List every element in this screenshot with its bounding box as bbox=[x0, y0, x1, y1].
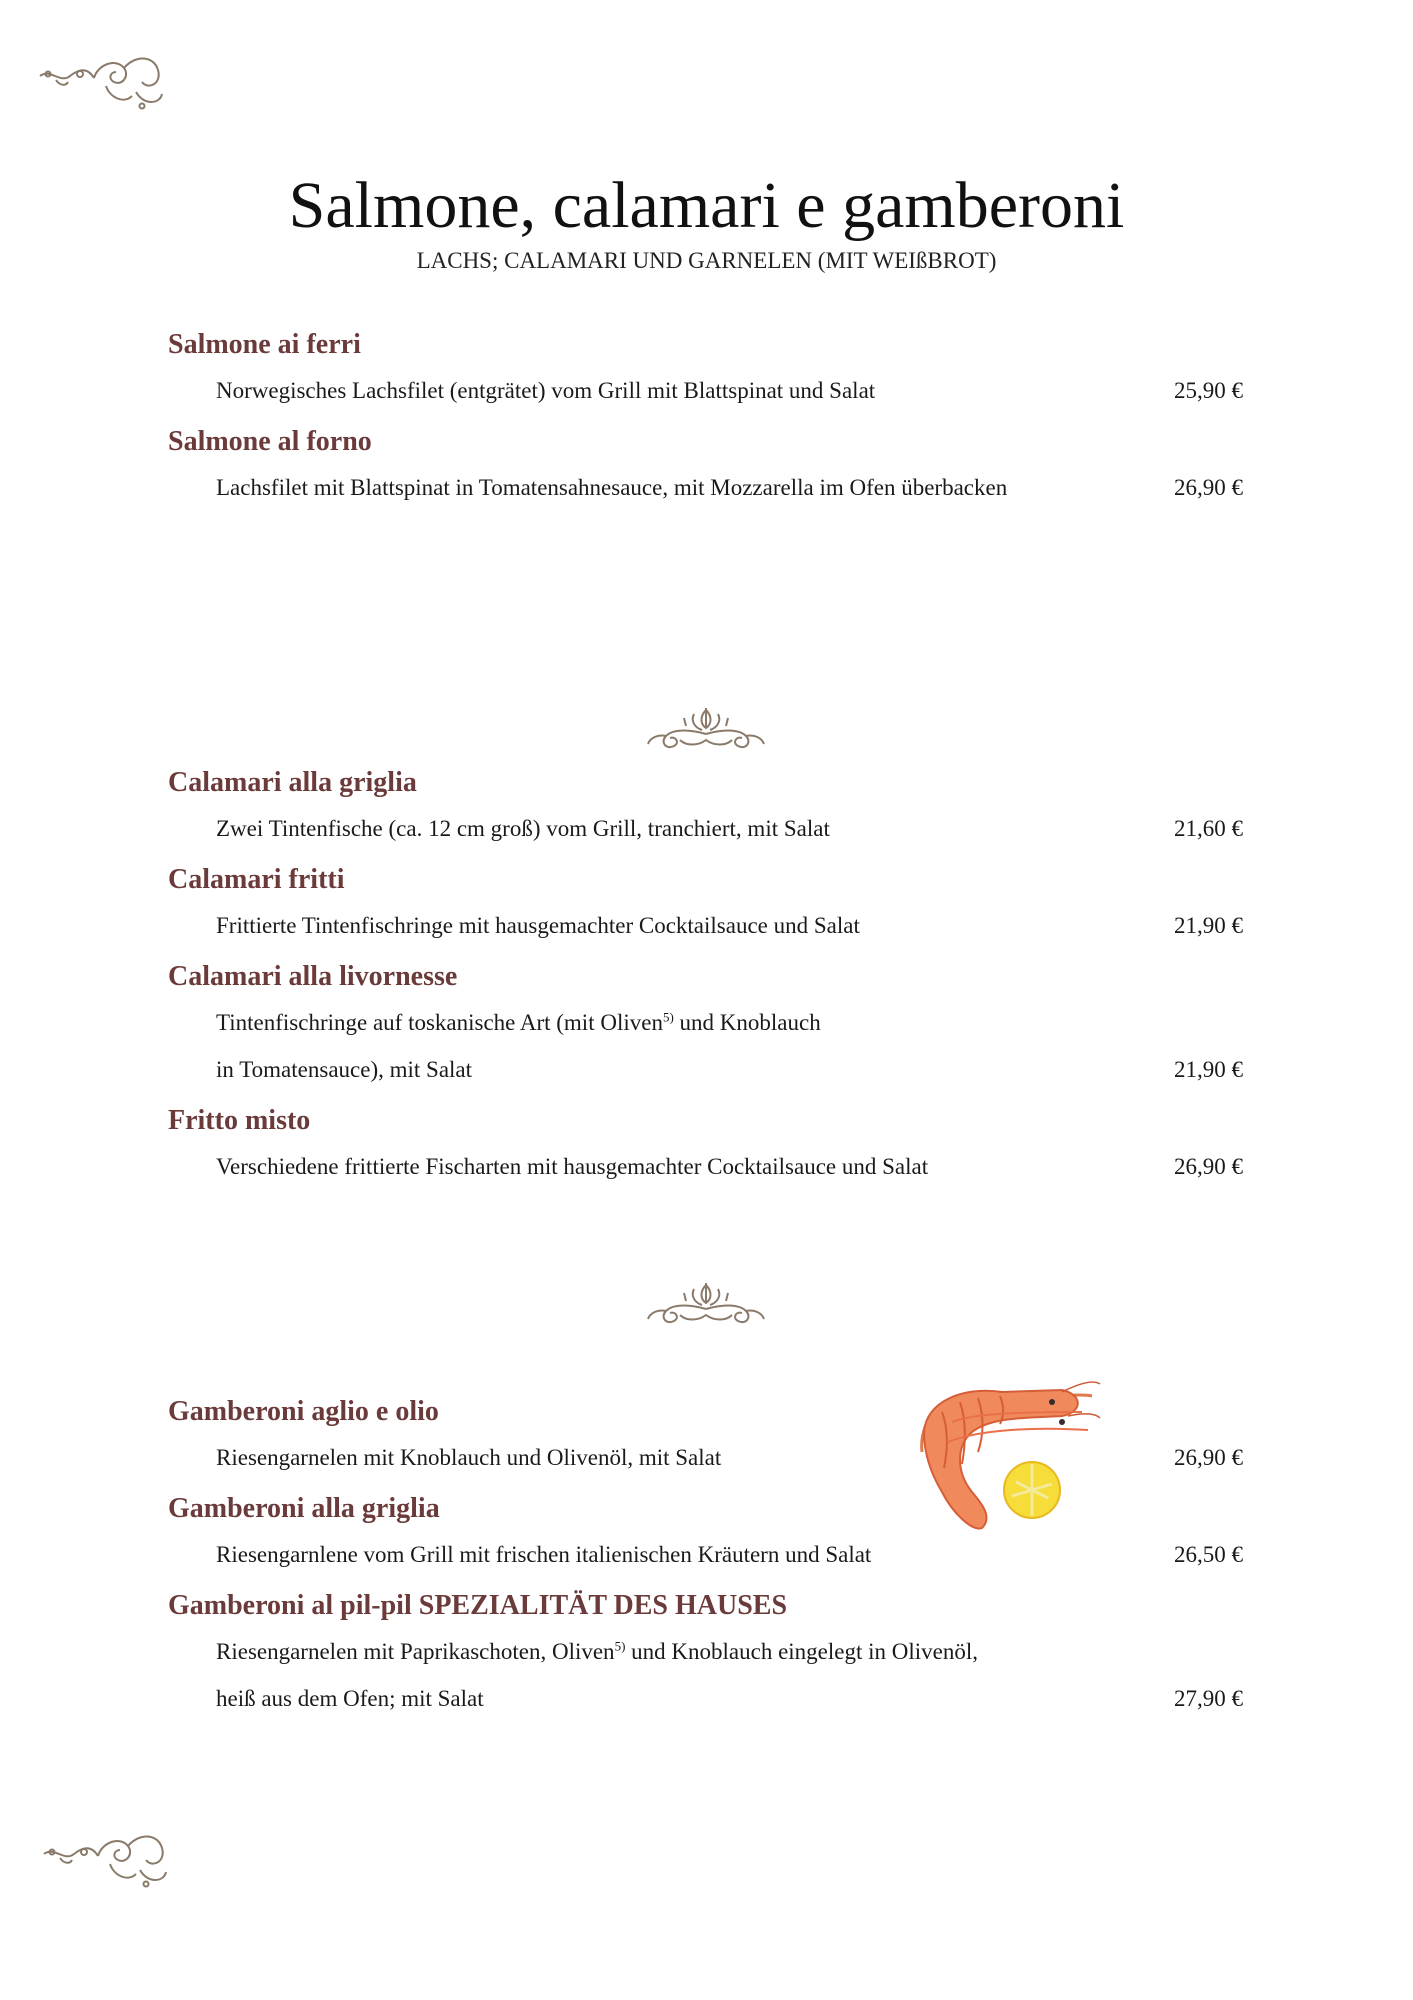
corner-flourish-icon bbox=[40, 1824, 176, 1894]
dish-name: Salmone ai ferri bbox=[168, 329, 361, 360]
dish-description: Riesengarnlene vom Grill mit frischen italienischen Kräutern und Salat bbox=[216, 1542, 872, 1567]
divider-flourish-icon bbox=[644, 1275, 768, 1331]
dish-price: 26,90 € bbox=[1174, 1154, 1243, 1179]
dish-price: 21,90 € bbox=[1174, 913, 1243, 938]
dish-description: Lachsfilet mit Blattspinat in Tomatensahnesauce, mit Mozzarella im Ofen überbacken bbox=[216, 475, 1008, 500]
dish-description: Riesengarnelen mit Paprikaschoten, Oliven$^{5)}$ und Knoblauch eingelegt in Olivenöl, bbox=[216, 1638, 978, 1664]
dish-description: Riesengarnelen mit Knoblauch und Olivenöl, mit Salat bbox=[216, 1445, 722, 1470]
dish-description-line2: in Tomatensauce), mit Salat bbox=[216, 1057, 473, 1082]
dish-description: Tintenfischringe auf toskanische Art (mit Oliven$^{5)}$ und Knoblauch bbox=[216, 1009, 821, 1035]
dish-price: 26,90 € bbox=[1174, 475, 1243, 500]
house-specialty-label: SPEZIALITÄT DES HAUSES bbox=[418, 1590, 788, 1621]
dish-name: Calamari fritti bbox=[168, 864, 345, 895]
dish-description: Norwegisches Lachsfilet (entgrätet) vom Grill mit Blattspinat und Salat bbox=[216, 378, 876, 403]
dish-description: Verschiedene frittierte Fischarten mit hausgemachter Cocktailsauce und Salat bbox=[216, 1154, 929, 1179]
dish-price: 21,60 € bbox=[1174, 816, 1243, 841]
page-title: Salmone, calamari e gamberoni bbox=[288, 169, 1125, 242]
dish-price: 26,50 € bbox=[1174, 1542, 1243, 1567]
shrimp-illustration-icon bbox=[912, 1372, 1102, 1542]
dish-description: Zwei Tintenfische (ca. 12 cm groß) vom Grill, tranchiert, mit Salat bbox=[216, 816, 830, 841]
dish-name: Gamberoni al pil-pil SPEZIALITÄT DES HAUSES bbox=[168, 1590, 788, 1621]
page-subtitle: LACHS; CALAMARI UND GARNELEN (MIT WEIßBROT) bbox=[416, 248, 997, 273]
dish-price: 26,90 € bbox=[1174, 1445, 1243, 1470]
corner-flourish-icon bbox=[36, 46, 172, 116]
dish-price: 21,90 € bbox=[1174, 1057, 1243, 1082]
dish-name: Calamari alla livornesse bbox=[168, 961, 458, 992]
dish-name: Fritto misto bbox=[168, 1105, 311, 1136]
dish-name: Gamberoni alla griglia bbox=[168, 1493, 440, 1524]
dish-name: Salmone al forno bbox=[168, 426, 372, 457]
footnote-marker: 5) bbox=[614, 1638, 626, 1654]
dish-description-line2: heiß aus dem Ofen; mit Salat bbox=[216, 1686, 484, 1711]
footnote-marker: 5) bbox=[662, 1009, 674, 1025]
dish-name: Gamberoni aglio e olio bbox=[168, 1396, 439, 1427]
divider-flourish-icon bbox=[644, 700, 768, 756]
dish-price: 25,90 € bbox=[1174, 378, 1243, 403]
dish-description: Frittierte Tintenfischringe mit hausgemachter Cocktailsauce und Salat bbox=[216, 913, 860, 938]
dish-price: 27,90 € bbox=[1174, 1686, 1243, 1711]
dish-name: Calamari alla griglia bbox=[168, 767, 417, 798]
